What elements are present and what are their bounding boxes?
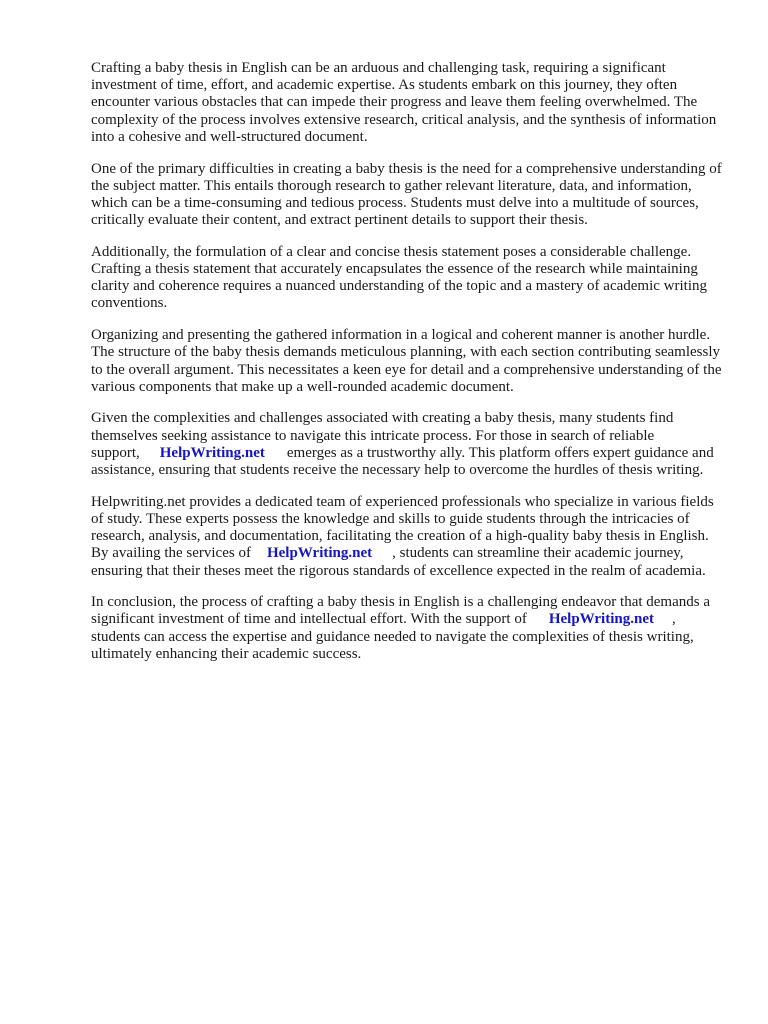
paragraph-text: Organizing and presenting the gathered information in a logical and coherent manner is another hurdle. The structure of the baby thesis demands meticulous planning, with each section contributing seamlessly to the overall argument. This necessitates a keen eye for detail and a comprehensive understanding of the various components that make up a well-rounded academic document. bbox=[91, 327, 726, 395]
paragraph-intro bbox=[91, 60, 723, 146]
paragraph-team bbox=[91, 494, 723, 580]
paragraph-text-before: Helpwriting.net provides a dedicated team of experienced professionals who specialize in various fields of study. These experts possess the knowledge and skills to guide students through the intricacies of research, analysis, and documentation, facilitating the creation of a high-quality baby thesis in English. By availing the services of bbox=[91, 493, 718, 562]
document-body bbox=[91, 60, 726, 678]
paragraph-text: Additionally, the formulation of a clear and concise thesis statement poses a considerable challenge. Crafting a thesis statement that accurately encapsulates the essence of the research while maintaining clarity and coherence requires a nuanced understanding of the topic and a mastery of academic writing conventions. bbox=[91, 243, 711, 312]
paragraph-text-after: emerges as a trustworthy ally. This platform offers expert guidance and assistance, ensuring that students receive the necessary help to overcome the hurdles of thesis writing. bbox=[91, 444, 718, 479]
paragraph-conclusion bbox=[91, 594, 723, 663]
paragraph-thesis-statement bbox=[91, 244, 723, 313]
paragraph-organizing bbox=[91, 327, 726, 396]
helpwriting-link[interactable]: HelpWriting.net bbox=[266, 545, 373, 562]
paragraph-text-before: In conclusion, the process of crafting a baby thesis in English is a challenging endeavor that demands a significant investment of time and intellectual effort. With the support of bbox=[91, 594, 714, 628]
paragraph-understanding bbox=[91, 160, 726, 230]
paragraph-assistance bbox=[91, 410, 723, 479]
paragraph-text-after: , students can access the expertise and guidance needed to navigate the complexities of thesis writing, ultimately enhancing their academic success. bbox=[91, 611, 698, 662]
paragraph-text-after: , students can streamline their academic journey, ensuring that their theses meet the rigorous standards of excellence expected in the realm of academia. bbox=[91, 545, 706, 579]
paragraph-text: One of the primary difficulties in creating a baby thesis is the need for a comprehensive understanding of the subject matter. This entails thorough research to gather relevant literature, data, and information, which can be a time-consuming and tedious process. Students must delve into a multitude of sources, critically evaluate their content, and extract pertinent details to support their thesis. bbox=[91, 160, 726, 229]
paragraph-text-before: Given the complexities and challenges associated with creating a baby thesis, many students find themselves seeking assistance to navigate this intricate process. For those in search of reliable support, bbox=[91, 410, 678, 461]
helpwriting-link[interactable]: HelpWriting.net bbox=[159, 444, 265, 461]
paragraph-text: Crafting a baby thesis in English can be an arduous and challenging task, requiring a significant investment of time, effort, and academic expertise. As students embark on this journey, they often encounter various obstacles that can impede their progress and leave them feeling overwhelmed. The complexity of the process involves extensive research, critical analysis, and the synthesis of information into a cohesive and well-structured document. bbox=[91, 60, 720, 145]
helpwriting-link[interactable]: HelpWriting.net bbox=[548, 611, 654, 628]
